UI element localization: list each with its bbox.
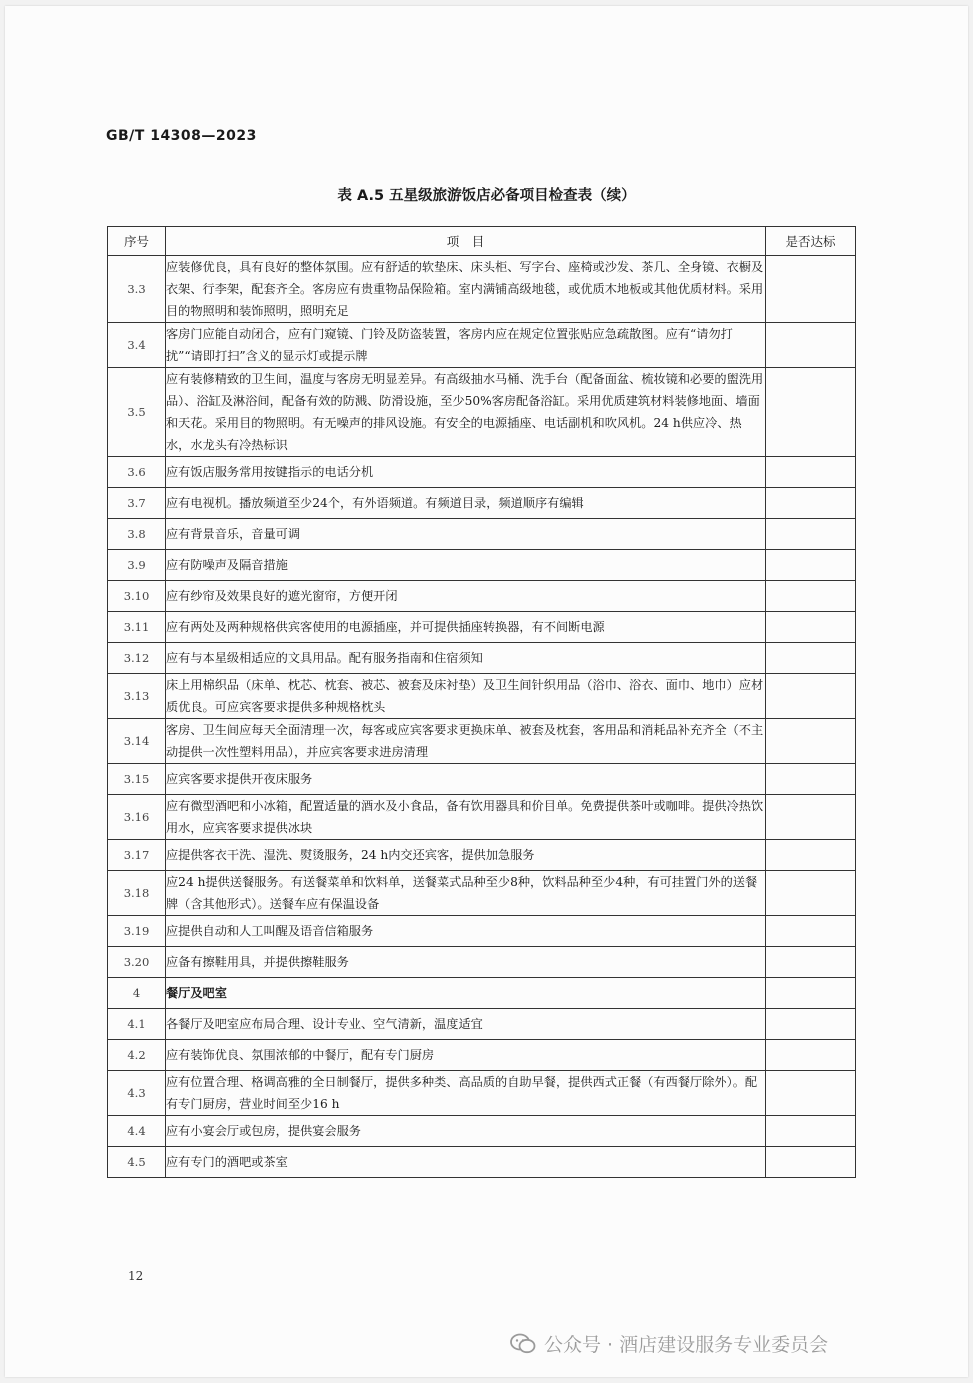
table-row xyxy=(108,368,856,457)
row-number: 3.15 xyxy=(108,764,166,795)
row-number: 3.12 xyxy=(108,643,166,674)
row-number: 3.19 xyxy=(108,916,166,947)
row-compliance-cell[interactable] xyxy=(766,916,856,947)
row-number: 4.2 xyxy=(108,1040,166,1071)
row-item-text: 应宾客要求提供开夜床服务 xyxy=(166,764,766,795)
row-compliance-cell[interactable] xyxy=(766,1116,856,1147)
table-header-row xyxy=(108,227,856,256)
row-number: 3.9 xyxy=(108,550,166,581)
row-compliance-cell[interactable] xyxy=(766,256,856,323)
row-number: 3.18 xyxy=(108,871,166,916)
row-item-text: 床上用棉织品（床单、枕芯、枕套、被芯、被套及床衬垫）及卫生间针织用品（浴巾、浴衣、面巾、地巾）应材质优良。可应宾客要求提供多种规格枕头 xyxy=(166,674,766,719)
row-item-text: 应有电视机。播放频道至少24个，有外语频道。有频道目录，频道顺序有编辑 xyxy=(166,488,766,519)
table-row xyxy=(108,1040,856,1071)
table-row xyxy=(108,871,856,916)
row-number: 4.5 xyxy=(108,1147,166,1178)
column-header-number: 序号 xyxy=(108,227,166,256)
table-row xyxy=(108,457,856,488)
table-row xyxy=(108,978,856,1009)
row-compliance-cell[interactable] xyxy=(766,1040,856,1071)
row-compliance-cell[interactable] xyxy=(766,1071,856,1116)
row-number: 4 xyxy=(108,978,166,1009)
watermark-text: 公众号 · 酒店建设服务专业委员会 xyxy=(544,1334,829,1356)
table-row xyxy=(108,256,856,323)
row-item-text: 应有饭店服务常用按键指示的电话分机 xyxy=(166,457,766,488)
row-item-text: 应有装修精致的卫生间，温度与客房无明显差异。有高级抽水马桶、洗手台（配备面盆、梳妆镜和必要的盥洗用品）、浴缸及淋浴间，配备有效的防溅、防滑设施，至少50%客房配备浴缸。采用优质建筑材料装修地面、墙面和天花。采用目的物照明。有无噪声的排风设施。有安全的电源插座、电话副机和吹风机。24 h供应冷、热水，水龙头有冷热标识 xyxy=(166,368,766,457)
row-item-text: 应备有擦鞋用具，并提供擦鞋服务 xyxy=(166,947,766,978)
wechat-icon xyxy=(510,1333,536,1355)
row-compliance-cell[interactable] xyxy=(766,488,856,519)
row-item-text: 应有与本星级相适应的文具用品。配有服务指南和住宿须知 xyxy=(166,643,766,674)
checklist-table xyxy=(107,226,856,1178)
table-row xyxy=(108,719,856,764)
row-compliance-cell[interactable] xyxy=(766,978,856,1009)
table-row xyxy=(108,840,856,871)
row-item-text: 应24 h提供送餐服务。有送餐菜单和饮料单，送餐菜式品种至少8种，饮料品种至少4种，有可挂置门外的送餐牌（含其他形式）。送餐车应有保温设备 xyxy=(166,871,766,916)
table-row xyxy=(108,581,856,612)
row-compliance-cell[interactable] xyxy=(766,457,856,488)
row-item-text: 客房门应能自动闭合，应有门窥镜、门铃及防盗装置，客房内应在规定位置张贴应急疏散图。应有“请勿打扰”“请即打扫”含义的显示灯或提示牌 xyxy=(166,323,766,368)
row-number: 3.13 xyxy=(108,674,166,719)
row-item-text: 餐厅及吧室 xyxy=(166,978,766,1009)
table-row xyxy=(108,764,856,795)
row-compliance-cell[interactable] xyxy=(766,581,856,612)
row-item-text: 应有专门的酒吧或茶室 xyxy=(166,1147,766,1178)
table-row xyxy=(108,916,856,947)
table-row xyxy=(108,550,856,581)
standard-code: GB/T 14308—2023 xyxy=(106,128,257,144)
table-row xyxy=(108,947,856,978)
row-number: 3.7 xyxy=(108,488,166,519)
row-number: 3.17 xyxy=(108,840,166,871)
row-compliance-cell[interactable] xyxy=(766,1009,856,1040)
row-compliance-cell[interactable] xyxy=(766,323,856,368)
row-item-text: 应有微型酒吧和小冰箱，配置适量的酒水及小食品，备有饮用器具和价目单。免费提供茶叶或咖啡。提供冷热饮用水，应宾客要求提供冰块 xyxy=(166,795,766,840)
row-number: 4.4 xyxy=(108,1116,166,1147)
row-compliance-cell[interactable] xyxy=(766,643,856,674)
row-compliance-cell[interactable] xyxy=(766,612,856,643)
row-compliance-cell[interactable] xyxy=(766,550,856,581)
row-number: 3.6 xyxy=(108,457,166,488)
table-row xyxy=(108,643,856,674)
table-row xyxy=(108,1009,856,1040)
row-number: 3.14 xyxy=(108,719,166,764)
row-compliance-cell[interactable] xyxy=(766,719,856,764)
row-compliance-cell[interactable] xyxy=(766,871,856,916)
row-item-text: 应有两处及两种规格供宾客使用的电源插座，并可提供插座转换器，有不间断电源 xyxy=(166,612,766,643)
table-title: 表 A.5 五星级旅游饭店必备项目检查表（续） xyxy=(337,188,636,204)
row-item-text: 应有纱帘及效果良好的遮光窗帘，方便开闭 xyxy=(166,581,766,612)
table-row xyxy=(108,1116,856,1147)
row-item-text: 应有位置合理、格调高雅的全日制餐厅，提供多种类、高品质的自助早餐，提供西式正餐（有西餐厅除外）。配有专门厨房，营业时间至少16 h xyxy=(166,1071,766,1116)
row-item-text: 各餐厅及吧室应布局合理、设计专业、空气清新，温度适宜 xyxy=(166,1009,766,1040)
row-compliance-cell[interactable] xyxy=(766,368,856,457)
table-row xyxy=(108,795,856,840)
row-number: 3.11 xyxy=(108,612,166,643)
table-row xyxy=(108,674,856,719)
row-item-text: 客房、卫生间应每天全面清理一次，每客或应宾客要求更换床单、被套及枕套，客用品和消耗品补充齐全（不主动提供一次性塑料用品），并应宾客要求进房清理 xyxy=(166,719,766,764)
row-number: 4.1 xyxy=(108,1009,166,1040)
row-compliance-cell[interactable] xyxy=(766,519,856,550)
row-compliance-cell[interactable] xyxy=(766,674,856,719)
watermark xyxy=(510,1330,828,1357)
row-compliance-cell[interactable] xyxy=(766,947,856,978)
row-item-text: 应有防噪声及隔音措施 xyxy=(166,550,766,581)
row-compliance-cell[interactable] xyxy=(766,764,856,795)
row-number: 3.8 xyxy=(108,519,166,550)
row-item-text: 应有装饰优良、氛围浓郁的中餐厅，配有专门厨房 xyxy=(166,1040,766,1071)
row-number: 3.3 xyxy=(108,256,166,323)
row-compliance-cell[interactable] xyxy=(766,1147,856,1178)
row-item-text: 应有背景音乐，音量可调 xyxy=(166,519,766,550)
row-number: 3.4 xyxy=(108,323,166,368)
row-item-text: 应有小宴会厅或包房，提供宴会服务 xyxy=(166,1116,766,1147)
row-number: 3.20 xyxy=(108,947,166,978)
row-item-text: 应提供自动和人工叫醒及语音信箱服务 xyxy=(166,916,766,947)
row-number: 4.3 xyxy=(108,1071,166,1116)
row-item-text: 应提供客衣干洗、湿洗、熨烫服务，24 h内交还宾客，提供加急服务 xyxy=(166,840,766,871)
table-row xyxy=(108,612,856,643)
row-compliance-cell[interactable] xyxy=(766,840,856,871)
row-compliance-cell[interactable] xyxy=(766,795,856,840)
table-row xyxy=(108,1071,856,1116)
table-row xyxy=(108,519,856,550)
row-number: 3.5 xyxy=(108,368,166,457)
row-number: 3.10 xyxy=(108,581,166,612)
table-row xyxy=(108,323,856,368)
page-number: 12 xyxy=(128,1269,144,1283)
row-item-text: 应装修优良，具有良好的整体氛围。应有舒适的软垫床、床头柜、写字台、座椅或沙发、茶几、全身镜、衣橱及衣架、行李架，配套齐全。客房应有贵重物品保险箱。室内满铺高级地毯，或优质木地板或其他优质材料。采用目的物照明和装饰照明，照明充足 xyxy=(166,256,766,323)
column-header-compliance: 是否达标 xyxy=(766,227,856,256)
table-row xyxy=(108,488,856,519)
row-number: 3.16 xyxy=(108,795,166,840)
table-row xyxy=(108,1147,856,1178)
column-header-item: 项 目 xyxy=(166,227,766,256)
